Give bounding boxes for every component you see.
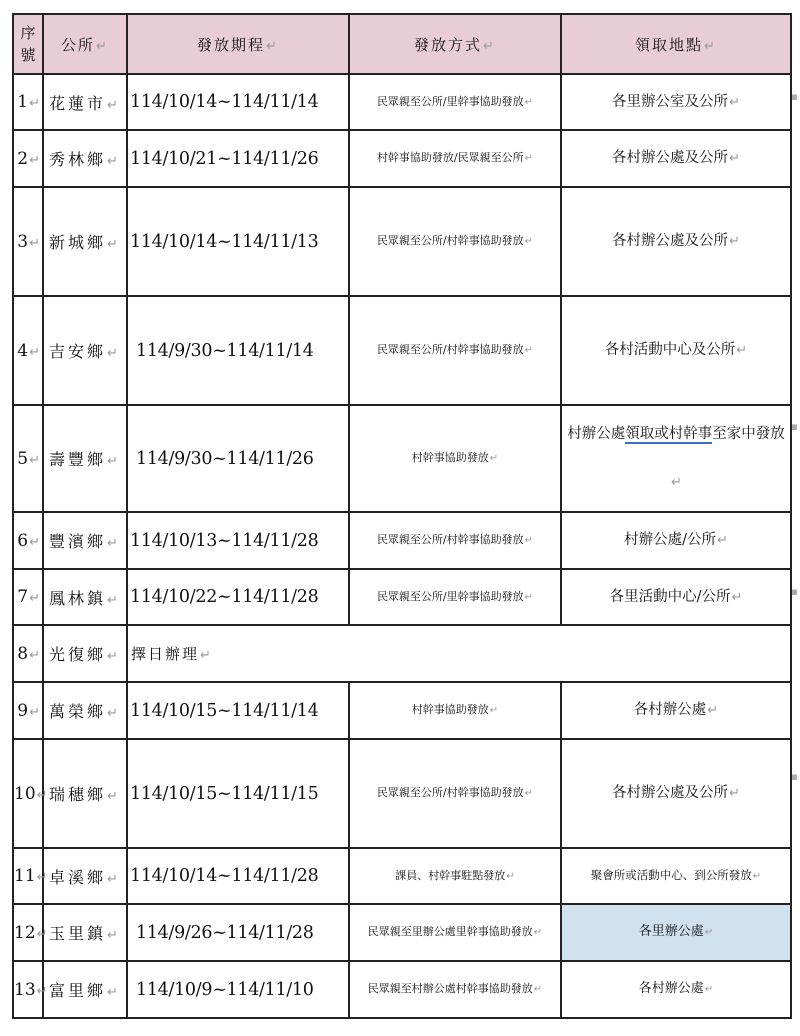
margin-mark: ▪ bbox=[790, 585, 798, 598]
header-location-label: 領取地點 bbox=[635, 35, 704, 54]
method-cell: 民眾親至公所/村幹事協助發放↵ bbox=[349, 187, 561, 296]
location-cell: 村辦公處/公所↵ bbox=[561, 512, 791, 569]
row-number: 11↵ bbox=[13, 848, 43, 904]
location-cell: 各村辦公處↵ bbox=[561, 682, 791, 739]
table-row bbox=[13, 130, 791, 187]
header-office: 公所↵ bbox=[43, 14, 127, 74]
location-cell: 各里辦公室及公所↵ bbox=[561, 74, 791, 130]
table-row bbox=[13, 904, 791, 961]
table-row bbox=[13, 569, 791, 625]
table-row bbox=[13, 405, 791, 512]
row-number: 8↵ bbox=[13, 625, 43, 682]
township-cell: 吉安鄉↵ bbox=[43, 296, 127, 405]
row-number: 6↵ bbox=[13, 512, 43, 569]
location-cell: 聚會所或活動中心、到公所發放↵ bbox=[561, 848, 791, 904]
location-cell: 村辦公處領取或村幹事至家中發放↵ bbox=[561, 405, 791, 512]
row-number: 9↵ bbox=[13, 682, 43, 739]
township-cell: 壽豐鄉↵ bbox=[43, 405, 127, 512]
margin-mark: ▪ bbox=[790, 770, 798, 783]
header-period-label: 發放期程 bbox=[197, 35, 266, 54]
method-cell: 課員、村幹事駐點發放↵ bbox=[349, 848, 561, 904]
row-number: 10↵ bbox=[13, 739, 43, 848]
table-row bbox=[13, 296, 791, 405]
period-cell: 114/10/14~114/11/14 bbox=[127, 74, 349, 130]
method-cell: 民眾親至里辦公處里幹事協助發放↵ bbox=[349, 904, 561, 961]
township-cell: 富里鄉↵ bbox=[43, 961, 127, 1018]
row-number: 1↵ bbox=[13, 74, 43, 130]
table-row bbox=[13, 74, 791, 130]
header-location: 領取地點↵ bbox=[561, 14, 791, 74]
method-cell: 村幹事協助發放↵ bbox=[349, 405, 561, 512]
row-number: 7↵ bbox=[13, 569, 43, 625]
table-row bbox=[13, 739, 791, 848]
township-cell: 秀林鄉↵ bbox=[43, 130, 127, 187]
method-cell: 民眾親至公所/村幹事協助發放↵ bbox=[349, 512, 561, 569]
note-cell: 擇日辦理↵ bbox=[127, 625, 791, 682]
location-cell: 各村辦公處↵ bbox=[561, 961, 791, 1018]
period-cell: 114/10/14~114/11/28 bbox=[127, 848, 349, 904]
table-row bbox=[13, 187, 791, 296]
margin-mark: ▪ bbox=[790, 90, 798, 103]
header-method: 發放方式↵ bbox=[349, 14, 561, 74]
header-row bbox=[13, 14, 791, 74]
method-cell: 民眾親至公所/里幹事協助發放↵ bbox=[349, 569, 561, 625]
period-cell: 114/10/15~114/11/14 bbox=[127, 682, 349, 739]
township-cell: 萬榮鄉↵ bbox=[43, 682, 127, 739]
method-cell: 民眾親至公所/里幹事協助發放↵ bbox=[349, 74, 561, 130]
table-row bbox=[13, 682, 791, 739]
period-cell: 114/10/14~114/11/13 bbox=[127, 187, 349, 296]
method-cell: 村幹事協助發放/民眾親至公所↵ bbox=[349, 130, 561, 187]
margin-mark: ▪ bbox=[790, 420, 798, 433]
township-cell: 光復鄉↵ bbox=[43, 625, 127, 682]
header-period: 發放期程↵ bbox=[127, 14, 349, 74]
row-number: 5↵ bbox=[13, 405, 43, 512]
location-cell: 各村辦公處及公所↵ bbox=[561, 187, 791, 296]
period-cell: 114/9/30~114/11/26 bbox=[127, 405, 349, 512]
location-cell: 各村活動中心及公所↵ bbox=[561, 296, 791, 405]
header-office-label: 公所 bbox=[61, 35, 96, 54]
period-cell: 114/10/9~114/11/10 bbox=[127, 961, 349, 1018]
header-no bbox=[13, 14, 43, 74]
header-method-label: 發放方式 bbox=[414, 35, 483, 54]
row-number: 2↵ bbox=[13, 130, 43, 187]
period-cell: 114/9/26~114/11/28 bbox=[127, 904, 349, 961]
header-no-label: 序號 bbox=[20, 24, 36, 64]
period-cell: 114/9/30~114/11/14 bbox=[127, 296, 349, 405]
table-row bbox=[13, 512, 791, 569]
township-cell: 卓溪鄉↵ bbox=[43, 848, 127, 904]
period-cell: 114/10/13~114/11/28 bbox=[127, 512, 349, 569]
table-row bbox=[13, 625, 791, 682]
township-cell: 豐濱鄉↵ bbox=[43, 512, 127, 569]
row-number: 3↵ bbox=[13, 187, 43, 296]
township-cell: 鳳林鎮↵ bbox=[43, 569, 127, 625]
row-number: 13↵ bbox=[13, 961, 43, 1018]
location-cell: 各里活動中心/公所↵ bbox=[561, 569, 791, 625]
table-row bbox=[13, 961, 791, 1018]
location-cell-highlighted: 各里辦公處↵ bbox=[561, 904, 791, 961]
location-cell: 各村辦公處及公所↵ bbox=[561, 130, 791, 187]
township-cell: 瑞穗鄉↵ bbox=[43, 739, 127, 848]
township-cell: 花蓮市↵ bbox=[43, 74, 127, 130]
period-cell: 114/10/22~114/11/28 bbox=[127, 569, 349, 625]
method-cell: 村幹事協助發放↵ bbox=[349, 682, 561, 739]
distribution-schedule-table bbox=[12, 13, 792, 1019]
location-cell: 各村辦公處及公所↵ bbox=[561, 739, 791, 848]
row-number: 12↵ bbox=[13, 904, 43, 961]
period-cell: 114/10/21~114/11/26 bbox=[127, 130, 349, 187]
method-cell: 民眾親至公所/村幹事協助發放↵ bbox=[349, 296, 561, 405]
method-cell: 民眾親至公所/村幹事協助發放↵ bbox=[349, 739, 561, 848]
township-cell: 新城鄉↵ bbox=[43, 187, 127, 296]
township-cell: 玉里鎮↵ bbox=[43, 904, 127, 961]
table-row bbox=[13, 848, 791, 904]
method-cell: 民眾親至村辦公處村幹事協助發放↵ bbox=[349, 961, 561, 1018]
period-cell: 114/10/15~114/11/15 bbox=[127, 739, 349, 848]
row-number: 4↵ bbox=[13, 296, 43, 405]
